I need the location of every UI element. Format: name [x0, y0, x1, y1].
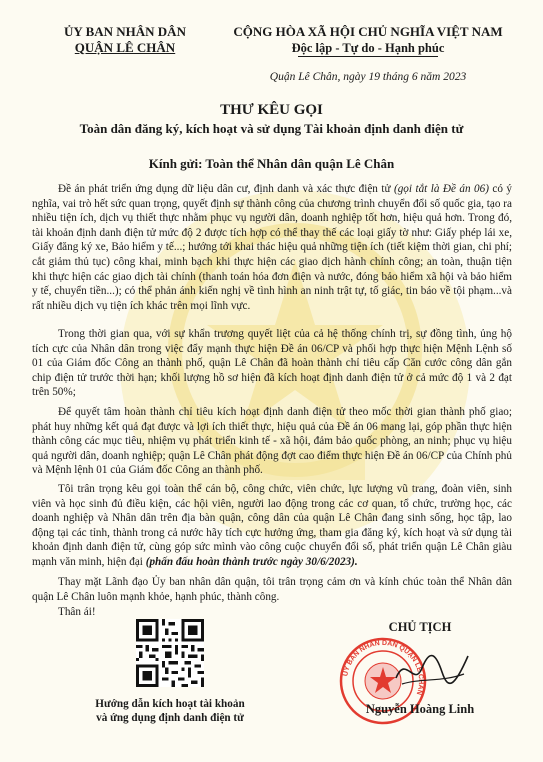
paragraph-1-text-b: có ý nghĩa, vai trò hết sức quan trọng, quyết định sự thành công của chương trình chuyển đổi số quốc gia, tạo ra nhiều tiện ích, dịch vụ thiết thực nhằm phục vụ người dân, doanh nghiệp tốt hơn, hiệu quả hơn. Trong đó, tài khoản định danh điện tử mức độ 2 được tích hợp có thể thay thế các loại giấy tờ như: Giấy phép lái xe, Giấy đăng ký xe, Bảo hiểm y tế...; hướng tới khai thác hiệu quả những tiện ích (tiết kiệm thời gian, chi phí; cắt giảm thủ tục) công khai, minh bạch khi thực hiện các giao dịch hành chính công; an toàn, thuận tiện khi thực hiện các giao dịch tài chính (thanh toán hóa đơn điện và nước, đóng bảo hiểm xã hội và bảo hiểm y tế, chuyển tiền...); có thể phản ánh kiến nghị về tình hình an ninh trật tự, tố giác, tin báo về tội phạm...và rất nhiều dịch vụ tiện ích khác trên mọi lĩnh vực. [32, 183, 512, 312]
place-date: Quận Lê Chân, ngày 19 tháng 6 năm 2023 [269, 71, 467, 83]
paragraph-1-italic: (gọi tắt là Đề án 06) [393, 183, 489, 195]
stamp-text: ỦY BAN NHÂN DÂN QUẬN LÊ CHÂN [342, 639, 425, 696]
nation-motto: Độc lập - Tự do - Hạnh phúc [291, 41, 445, 55]
closing-greeting: Thân ái! [58, 606, 96, 618]
paragraph-4-deadline: (phấn đấu hoàn thành trước ngày 30/6/2023). [145, 555, 358, 568]
paragraph-4 [32, 482, 512, 570]
nation-title: CỘNG HÒA XÃ HỘI CHỦ NGHĨA VIỆT NAM [233, 24, 503, 39]
document-title: THƯ KÊU GỌI [220, 102, 323, 118]
org-name-line2: QUẬN LÊ CHÂN [74, 40, 176, 55]
qr-caption-line2: và ứng dụng định danh điện tử [96, 712, 244, 724]
signer-title: CHỦ TỊCH [388, 620, 452, 634]
document-subtitle: Toàn dân đăng ký, kích hoạt và sử dụng Tài khoản định danh điện tử [79, 121, 464, 136]
motto-underline [298, 56, 438, 57]
paragraph-5: Thay mặt Lãnh đạo Ủy ban nhân dân quận, tôi trân trọng cảm ơn và kính chúc toàn thể Nhân dân quận Lê Chân luôn mạnh khỏe, hạnh phúc, thành công. [32, 576, 512, 603]
signer-name: Nguyễn Hoàng Linh [365, 702, 475, 716]
qr-caption-line1: Hướng dẫn kích hoạt tài khoản [95, 698, 245, 710]
qr-code-icon[interactable] [136, 619, 204, 687]
handwritten-signature [392, 648, 472, 692]
paragraph-3: Để quyết tâm hoàn thành chỉ tiêu kích hoạt định danh điện tử theo mốc thời gian thành phố giao; phát huy những kết quả đạt được và lợi ích thiết thực, hiệu quả của Đề án 06 mang lại, góp phần thực hiện thành công các mục tiêu, nhiệm vụ phát triển kinh tế - xã hội, đảm bảo quốc phòng, an ninh; phục vụ hiệu quả người dân, doanh nghiệp; quận Lê Chân phát động đợt cao điểm thực hiện Đề án 06/CP của Chính phủ và Mệnh lệnh 01 của Giám đốc Công an thành phố. [32, 406, 512, 477]
paragraph-1 [32, 182, 512, 313]
paragraph-2: Trong thời gian qua, với sự khẩn trương quyết liệt của cả hệ thống chính trị, sự đồng tình, ủng hộ tích cực của Nhân dân trong việc đẩy mạnh thực hiện Đề án 06/CP và phối hợp thực hiện Mệnh Lệnh số 01 của Giám đốc Công an thành phố, quận Lê Chân đã hoàn thành chỉ tiêu cấp Căn cước công dân gắn chip điện tử trước thời hạn; khối lượng hồ sơ hiện đã kích hoạt định danh điện tử ở cả mức độ 1 và 2 đạt trên 50%; [32, 328, 512, 399]
org-name-line1: ỦY BAN NHÂN DÂN [64, 24, 186, 39]
paragraph-1-text-a: Đề án phát triển ứng dụng dữ liệu dân cư, định danh và xác thực điện tử [58, 183, 394, 195]
salutation: Kính gửi: Toàn thể Nhân dân quận Lê Chân [148, 156, 395, 171]
paragraph-4-text: Tôi trân trọng kêu gọi toàn thể cán bộ, công chức, viên chức, lực lượng vũ trang, đoàn viên, sinh viên và học sinh đủ điều kiện, các hội viên, người lao động trong các cơ quan, tổ chức, trường học, các doanh nghiệp và Nhân dân trên địa bàn quận, công dân của quận Lê Chân đang sinh sống, học tập, lao động tại các tỉnh, thành trong cả nước hãy tích cực hưởng ứng, tham gia đăng ký, kích hoạt và sử dụng tài khoản định danh điện tử, cùng góp sức mình vào công cuộc chuyển đổi số, phát triển quận Lê Chân giàu mạnh văn minh, hiện đại [32, 483, 512, 568]
